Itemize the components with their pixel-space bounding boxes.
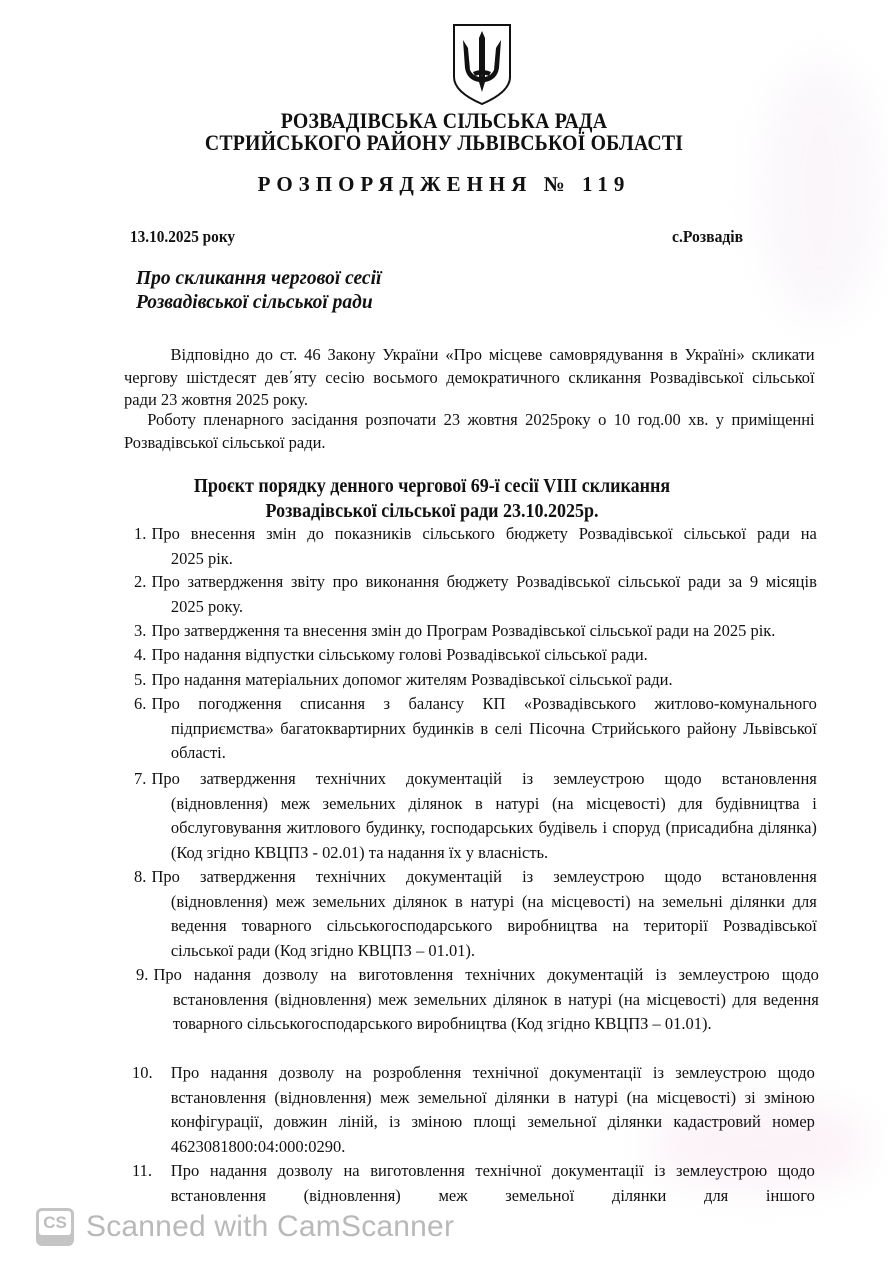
agenda-item-continuation: 2025 рік.	[170, 548, 233, 568]
agenda-item	[134, 570, 817, 619]
agenda-item-text: Про надання відпустки сільському голові Розвадівської сільської ради.	[151, 645, 648, 664]
agenda-item-continuation: (відновлення) меж земельних ділянок в натурі (на місцевості) на земельні ділянки для ведення товарного сільськогосподарського виробництва на території Розвадівської сільської ради (Код згідно КВЦПЗ – 01.01).	[170, 891, 817, 960]
body-paragraph: Відповідно до ст. 46 Закону України «Про місцеве самоврядування в Україні» скликати чергову шістдесят дев΄яту сесію восьмого демократичного скликання Розвадівської сільської ради 23 жовтня 2025 року.	[124, 345, 815, 409]
agenda-item-number: 4.	[134, 645, 147, 664]
agenda-item-number: 11.	[132, 1161, 153, 1180]
agenda-item-text: Про надання дозволу на виготовлення технічної документації із землеустрою щодо	[170, 1161, 815, 1180]
agenda-item-number: 5.	[134, 670, 147, 689]
agenda-item	[134, 668, 817, 693]
agenda-item-number: 10.	[132, 1063, 153, 1082]
agenda-item-number: 9.	[136, 965, 149, 984]
agenda-item-continuation: встановлення (відновлення) меж земельної ділянки для іншого	[170, 1185, 815, 1205]
council-name: РОЗВАДІВСЬКА СІЛЬСЬКА РАДА	[280, 108, 608, 133]
agenda-item-text: Про погодження списання з балансу КП «Розвадівського житлово-комунального	[151, 694, 817, 713]
ukraine-trident-icon	[451, 22, 513, 107]
subject-line-1: Про скликання чергової сесії	[136, 268, 382, 289]
agenda-title: Розвадівської сільської ради 23.10.2025р.	[265, 500, 599, 522]
agenda-item-number: 7.	[134, 769, 147, 788]
agenda-item-number: 2.	[134, 572, 147, 591]
agenda-item	[134, 619, 817, 644]
order-title: РОЗПОРЯДЖЕННЯ № 119	[257, 172, 631, 196]
agenda-item	[136, 963, 819, 1037]
agenda-item	[134, 767, 817, 865]
agenda-item-continuation: (відновлення) меж земельних ділянок в натурі (на місцевості) для будівництва і обслуговування житлового будинку, господарських будівель і споруд (присадибна ділянка) (Код згідно КВЦПЗ - 02.01) та надання їх у власність.	[170, 793, 817, 862]
agenda-item-text: Про надання матеріальних допомог жителям Розвадівської сільської ради.	[151, 670, 673, 689]
agenda-item-continuation: встановлення (відновлення) меж земельної ділянки в натурі (на місцевості) зі зміною конфігурації, довжин ліній, із зміною площі земельної ділянки кадастровий номер 4623081800:04:000:0290.	[170, 1087, 815, 1156]
agenda-item-text: Про затвердження та внесення змін до Програм Розвадівської сільської ради на 2025 рік.	[151, 621, 776, 640]
agenda-item-number: 6.	[134, 694, 147, 713]
agenda-item-continuation: встановлення (відновлення) меж земельних ділянок в натурі (на місцевості) для ведення товарного сільськогосподарського виробництва (Код згідно КВЦПЗ – 01.01).	[172, 989, 819, 1033]
agenda-title: Проєкт порядку денного чергової 69-ї сесії VIII скликання	[193, 475, 671, 497]
body-paragraph: Роботу пленарного засідання розпочати 23 жовтня 2025року о 10 год.00 хв. у приміщенні Розвадівської сільської ради.	[124, 410, 815, 452]
agenda-item-text: Про затвердження технічних документацій із землеустрою щодо встановлення	[151, 867, 817, 886]
agenda-item-text: Про затвердження звіту про виконання бюджету Розвадівської сільської ради за 9 місяців	[151, 572, 817, 591]
council-district: СТРИЙСЬКОГО РАЙОНУ ЛЬВІВСЬКОЇ ОБЛАСТІ	[204, 130, 684, 155]
subject-line-2: Розвадівської сільської ради	[136, 292, 373, 313]
agenda-item-text: Про надання дозволу на розроблення технічної документації із землеустрою щодо	[170, 1063, 815, 1082]
agenda-item-number: 8.	[134, 867, 147, 886]
agenda-item	[134, 865, 817, 963]
agenda-item-continuation: 2025 року.	[170, 596, 243, 616]
agenda-item	[134, 692, 817, 766]
agenda-item-text: Про внесення змін до показників сільського бюджету Розвадівської сільської ради на	[151, 524, 817, 543]
camscanner-logo-icon: CS	[36, 1208, 74, 1246]
agenda-item	[134, 522, 817, 571]
order-place: с.Розвадів	[672, 227, 744, 246]
order-date: 13.10.2025 року	[130, 227, 236, 246]
agenda-item-number: 3.	[134, 621, 147, 640]
watermark-text: Scanned with CamScanner	[86, 1210, 455, 1243]
agenda-item-continuation: підприємства» багатоквартирних будинків в селі Пісочна Стрийського району Львівської області.	[170, 718, 817, 762]
agenda-item	[134, 643, 817, 668]
agenda-item-number: 1.	[134, 524, 147, 543]
agenda-item-text: Про надання дозволу на виготовлення технічних документацій із землеустрою щодо	[153, 965, 819, 984]
agenda-item	[132, 1159, 815, 1208]
agenda-item-text: Про затвердження технічних документацій із землеустрою щодо встановлення	[151, 769, 817, 788]
camscanner-watermark	[36, 1208, 454, 1246]
agenda-item	[132, 1061, 815, 1159]
